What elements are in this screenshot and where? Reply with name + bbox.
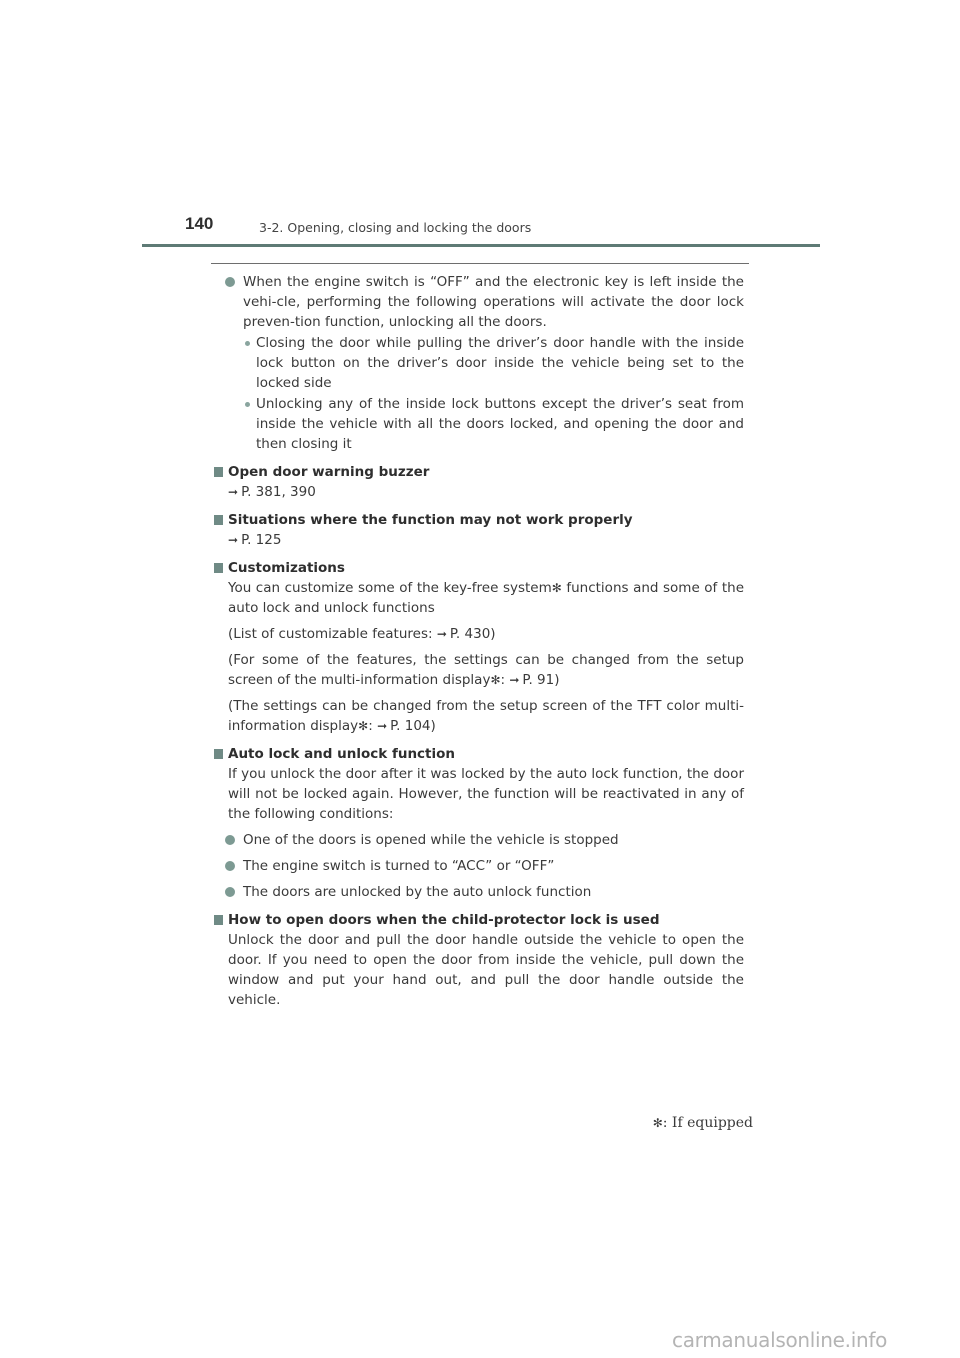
- arrow-icon: ➞: [509, 673, 520, 687]
- section-title: 3-2. Opening, closing and locking the doors: [259, 220, 532, 235]
- sub-bullet-dot-icon: [245, 402, 250, 407]
- page-reference-link[interactable]: P. 125: [241, 532, 282, 548]
- intro-bullet: [214, 272, 744, 332]
- customizations-paragraph: [214, 578, 744, 618]
- asterisk-icon: ✻: [551, 581, 562, 595]
- heading-situations: [214, 510, 744, 530]
- page-reference-link[interactable]: P. 381, 390: [241, 484, 316, 500]
- heading-square-icon: [214, 515, 223, 525]
- arrow-icon: ➞: [228, 485, 239, 499]
- customizations-paragraph: [214, 624, 744, 644]
- heading-child-lock: [214, 910, 744, 930]
- heading-square-icon: [214, 749, 223, 759]
- page-reference-link[interactable]: P. 104): [390, 718, 436, 734]
- child-lock-paragraph: Unlock the door and pull the door handle outside the vehicle to open the door. If you need to open the door from inside the vehicle, pull down the window and put your hand out, and pull the door handle outside the vehicle.: [228, 932, 744, 1008]
- heading-text: How to open doors when the child-protector lock is used: [228, 912, 660, 928]
- heading-text: Situations where the function may not work properly: [228, 512, 633, 528]
- text-span: (List of customizable features:: [228, 626, 437, 642]
- list-item: [214, 830, 744, 850]
- text-span: :: [500, 672, 510, 688]
- list-item-text: One of the doors is opened while the vehicle is stopped: [243, 832, 619, 848]
- text-span: functions and some of the auto lock and unlock functions: [228, 580, 744, 616]
- list-item-text: The doors are unlocked by the auto unlock function: [243, 884, 592, 900]
- sub-item-text: Unlocking any of the inside lock buttons except the driver’s seat from inside the vehicle with all the doors locked, and opening the door and then closing it: [256, 396, 744, 452]
- asterisk-icon: ✻: [652, 1116, 663, 1130]
- page-reference-link[interactable]: P. 430): [449, 626, 496, 642]
- bullet-dot-icon: [225, 887, 235, 897]
- intro-bullet-text: When the engine switch is “OFF” and the electronic key is left inside the vehi-cle, performing the following operations will activate the door lock preven-tion function, unlocking all the doors.: [243, 274, 744, 330]
- heading-auto-lock: [214, 744, 744, 764]
- watermark: carmanualsonline.info: [672, 1328, 888, 1352]
- arrow-icon: ➞: [436, 627, 447, 641]
- sub-bullet-dot-icon: [245, 341, 250, 346]
- heading-square-icon: [214, 563, 223, 573]
- text-span: :: [368, 718, 378, 734]
- heading-text: Customizations: [228, 560, 345, 576]
- asterisk-icon: ✻: [358, 719, 369, 733]
- page-reference-link[interactable]: P. 91): [522, 672, 560, 688]
- header-rule: [142, 244, 820, 247]
- heading-square-icon: [214, 915, 223, 925]
- heading-square-icon: [214, 467, 223, 477]
- heading-customizations: [214, 558, 744, 578]
- page-number: 140: [185, 214, 214, 233]
- page-content: [214, 272, 744, 1010]
- text-span: (The settings can be changed from the setup screen of the TFT color multi-information display: [228, 698, 744, 734]
- cross-reference[interactable]: [214, 530, 744, 550]
- bullet-dot-icon: [225, 277, 235, 287]
- content-rule: [211, 263, 749, 264]
- customizations-paragraph: [214, 650, 744, 690]
- intro-sub-item: [214, 333, 744, 393]
- heading-text: Open door warning buzzer: [228, 464, 430, 480]
- sub-item-text: Closing the door while pulling the driver’s door handle with the inside lock button on the driver’s door inside the vehicle being set to the locked side: [256, 335, 744, 391]
- list-item: [214, 882, 744, 902]
- heading-buzzer: [214, 462, 744, 482]
- intro-sub-item: [214, 394, 744, 454]
- cross-reference[interactable]: [214, 482, 744, 502]
- footnote-text: : If equipped: [662, 1115, 753, 1131]
- text-span: You can customize some of the key-free system: [228, 580, 552, 596]
- heading-text: Auto lock and unlock function: [228, 746, 456, 762]
- arrow-icon: ➞: [228, 533, 239, 547]
- list-item: [214, 856, 744, 876]
- customizations-paragraph: [214, 696, 744, 736]
- bullet-dot-icon: [225, 835, 235, 845]
- asterisk-icon: ✻: [490, 673, 501, 687]
- footnote: [650, 1115, 753, 1131]
- text-span: (For some of the features, the settings can be changed from the setup screen of the multi-information display: [228, 652, 744, 688]
- bullet-dot-icon: [225, 861, 235, 871]
- list-item-text: The engine switch is turned to “ACC” or “OFF”: [243, 858, 555, 874]
- auto-lock-paragraph: If you unlock the door after it was locked by the auto lock function, the door will not be locked again. However, the function will be reactivated in any of the following conditions:: [228, 766, 744, 822]
- arrow-icon: ➞: [377, 719, 388, 733]
